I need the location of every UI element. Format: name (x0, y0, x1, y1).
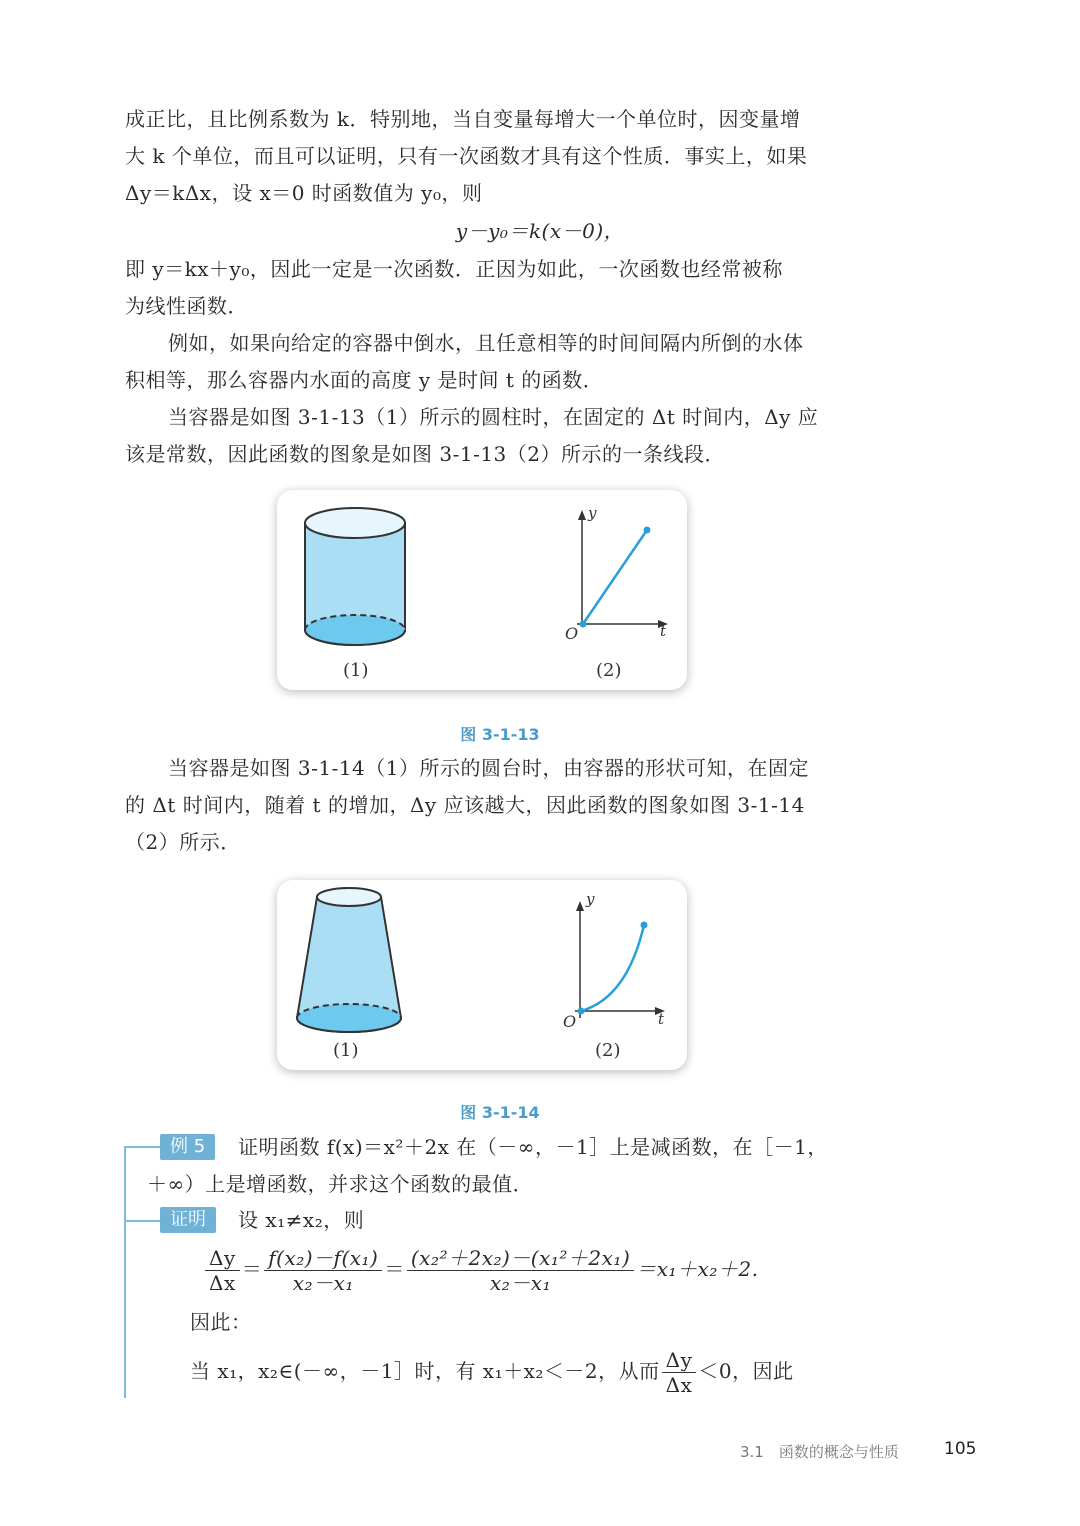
example-statement: ＋∞）上是增函数，并求这个函数的最值． (147, 1172, 534, 1196)
fraction: $\frac{\text{(x₂²＋2x₂)－(x₁²＋2x₁)}}{\text{x₂－x₁}}$ (407, 1246, 634, 1295)
paragraph-line: 当容器是如图 3-1-14（1）所示的圆台时，由容器的形状可知，在固定 (168, 756, 809, 780)
equation (0, 216, 1080, 246)
frustum-illustration (297, 888, 401, 1032)
equation-tail: ＝x₁＋x₂＋2. (636, 1257, 759, 1281)
axis-y-label: y (588, 504, 597, 522)
fraction: $\frac{\Delta y}{\Delta x}$ (662, 1348, 697, 1397)
subfigure-label: (1) (343, 660, 369, 681)
paragraph-line: 为线性函数． (125, 294, 248, 318)
figure-caption: 图 3-1-13 (460, 725, 540, 744)
axis-x-label: t (660, 622, 667, 640)
paragraph-line: 即 y＝kx＋y₀，因此一定是一次函数．正因为如此，一次函数也经常被称 (125, 257, 783, 281)
linear-graph (577, 510, 668, 628)
page-number: 105 (944, 1439, 977, 1459)
fraction: $\frac{\text{f(x₂)－f(x₁)}}{\text{x₂－x₁}}$ (264, 1246, 382, 1295)
paragraph-line: 成正比，且比例系数为 k．特别地，当自变量每增大一个单位时，因变量增 (125, 107, 801, 131)
figure-3-1-14 (277, 880, 687, 1070)
footer-section: 3.1 函数的概念与性质 (740, 1443, 899, 1461)
curve-graph (575, 901, 665, 1018)
origin-label: O (565, 624, 579, 643)
example-bracket-line (124, 1148, 126, 1398)
proof-badge: 证明 (160, 1207, 216, 1233)
proof-equation: $\frac{\Delta y}{\Delta x}$ ＝ $\frac{\text{f(x₂)－f(x₁)}}{\text{x₂－x₁}}$ ＝ $\frac{\text{(x₂²＋2x₂)－(x₁²＋2x₁)}}{\text{x₂－x₁}}$ ＝x₁＋x₂＋2. (203, 1244, 925, 1295)
figure-3-1-13 (277, 490, 687, 690)
paragraph-line: 当容器是如图 3-1-13（1）所示的圆柱时，在固定的 Δt 时间内，Δy 应 (168, 405, 819, 429)
proof-line: 因此： (190, 1310, 252, 1334)
subfigure-label: (2) (596, 660, 622, 681)
paragraph-line: 的 Δt 时间内，随着 t 的增加，Δy 应该越大，因此函数的图象如图 3-1-14 (125, 793, 805, 817)
example-bracket-tick (124, 1146, 160, 1148)
proof-line: 设 x₁≠x₂，则 (238, 1208, 365, 1232)
subfigure-label: (2) (595, 1040, 621, 1061)
figure-caption: 图 3-1-14 (460, 1103, 540, 1122)
equation-text: y－y₀＝k(x－0)， (455, 219, 625, 243)
origin-label: O (563, 1012, 577, 1031)
paragraph-line: 积相等，那么容器内水面的高度 y 是时间 t 的函数． (125, 368, 604, 392)
fraction: $\frac{\Delta y}{\Delta x}$ (205, 1246, 240, 1295)
figure-3-1-13-svg (277, 490, 687, 690)
subfigure-label: (1) (333, 1040, 359, 1061)
proof-bracket-tick (124, 1220, 160, 1222)
paragraph-line: 该是常数，因此函数的图象是如图 3-1-13（2）所示的一条线段． (125, 442, 725, 466)
axis-y-label: y (586, 890, 595, 908)
axis-x-label: t (658, 1010, 665, 1028)
cylinder-illustration (305, 508, 405, 645)
example-statement: 证明函数 f(x)＝x²＋2x 在（－∞，－1］上是减函数，在［－1， (238, 1135, 828, 1159)
paragraph-line: Δy＝kΔx，设 x＝0 时函数值为 y₀，则 (125, 181, 483, 205)
proof-line: 当 x₁，x₂∈(－∞，－1］时，有 x₁＋x₂＜－2，从而 $\frac{\Delta y}{\Delta x}$ ＜0，因此 (190, 1348, 794, 1397)
paragraph-line: 大 k 个单位，而且可以证明，只有一次函数才具有这个性质．事实上，如果 (125, 144, 808, 168)
paragraph-line: （2）所示． (125, 830, 241, 854)
example-badge: 例 5 (160, 1134, 215, 1160)
paragraph-line: 例如，如果向给定的容器中倒水，且任意相等的时间间隔内所倒的水体 (168, 331, 804, 355)
